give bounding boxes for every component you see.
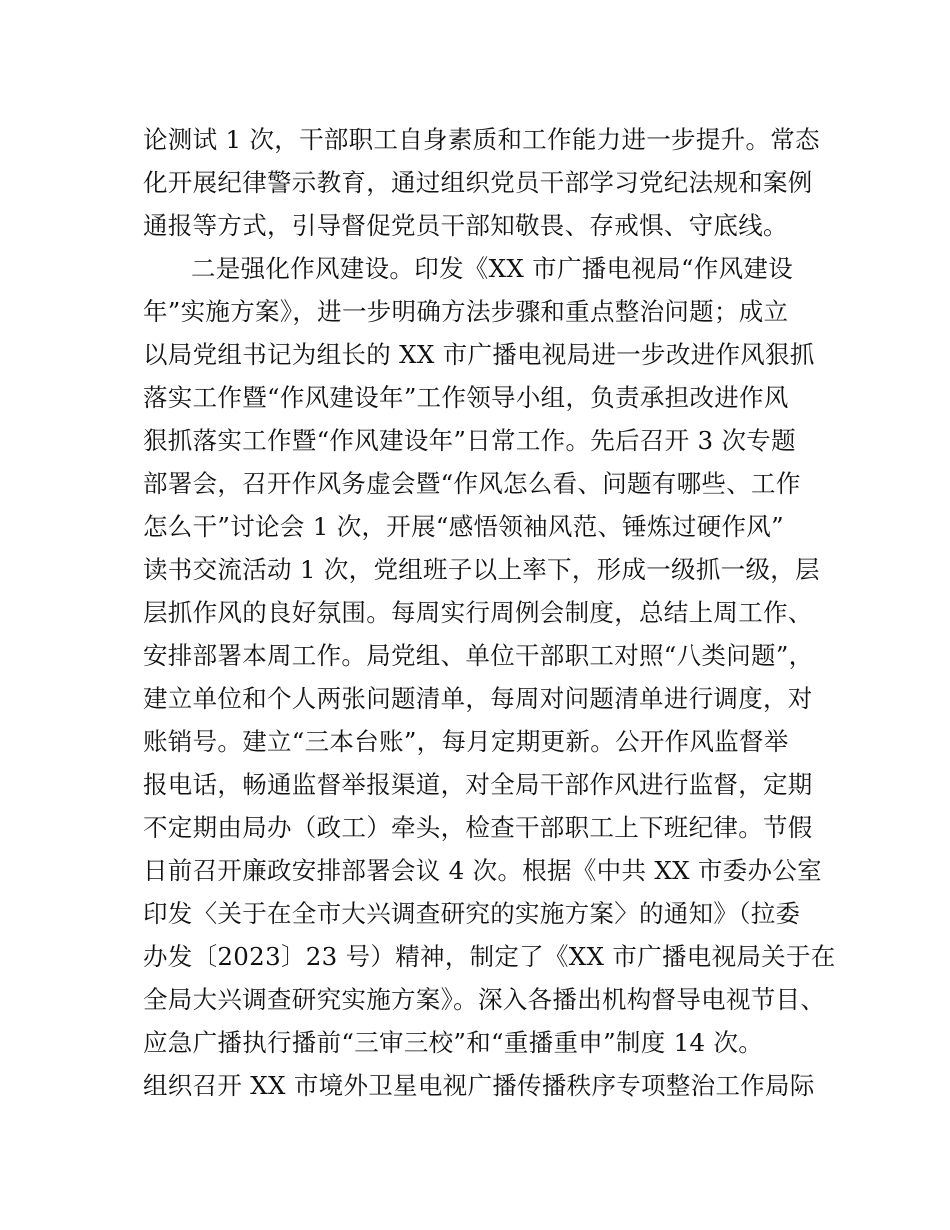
text-line: 账销号。建立“三本台账”，每月定期更新。公开作风监督举: [143, 727, 789, 756]
text-line: 办发〔2023〕23 号）精神，制定了《XX 市广播电视局关于在: [143, 942, 836, 971]
text-line: 落实工作暨“作风建设年”工作领导小组，负责承担改进作风: [143, 383, 789, 412]
text-line: 印发〈关于在全市大兴调查研究的实施方案〉的通知》（拉委: [143, 899, 801, 928]
text-line: 不定期由局办（政工）牵头，检查干部职工上下班纪律。节假: [143, 813, 813, 842]
text-line: 通报等方式，引导督促党员干部知敬畏、存戒惧、守底线。: [143, 211, 788, 240]
text-line: 报电话，畅通监督举报渠道，对全局干部作风进行监督，定期: [143, 770, 813, 799]
text-line: 化开展纪律警示教育，通过组织党员干部学习党纪法规和案例: [143, 168, 813, 197]
text-line: 建立单位和个人两张问题清单，每周对问题清单进行调度，对: [143, 684, 813, 713]
text-line: 读书交流活动 1 次，党组班子以上率下，形成一级抓一级，层: [143, 555, 820, 584]
text-line: 以局党组书记为组长的 XX 市广播电视局进一步改进作风狠抓: [143, 340, 815, 369]
text-line: 年”实施方案》，进一步明确方法步骤和重点整治问题；成立: [143, 297, 789, 326]
text-line: 组织召开 XX 市境外卫星电视广播传播秩序专项整治工作局际: [143, 1071, 815, 1100]
text-line: 全局大兴调查研究实施方案》。深入各播出机构督导电视节目、: [143, 985, 826, 1014]
paragraph-start-line: 二是强化作风建设。印发《XX 市广播电视局“作风建设: [191, 254, 793, 283]
text-line: 怎么干”讨论会 1 次，开展“感悟领袖风范、锤炼过硬作风”: [143, 512, 784, 541]
text-line: 论测试 1 次，干部职工自身素质和工作能力进一步提升。常态: [143, 125, 820, 154]
text-line: 层抓作风的良好氛围。每周实行周例会制度，总结上周工作、: [143, 598, 813, 627]
text-line: 日前召开廉政安排部署会议 4 次。根据《中共 XX 市委办公室: [143, 856, 822, 885]
text-line: 部署会，召开作风务虚会暨“作风怎么看、问题有哪些、工作: [143, 469, 801, 498]
text-line: 安排部署本周工作。局党组、单位干部职工对照“八类问题”，: [143, 641, 814, 670]
text-line: 狠抓落实工作暨“作风建设年”日常工作。先后召开 3 次专题: [143, 426, 796, 455]
text-line: 应急广播执行播前“三审三校”和“重播重申”制度 14 次。: [143, 1028, 764, 1057]
